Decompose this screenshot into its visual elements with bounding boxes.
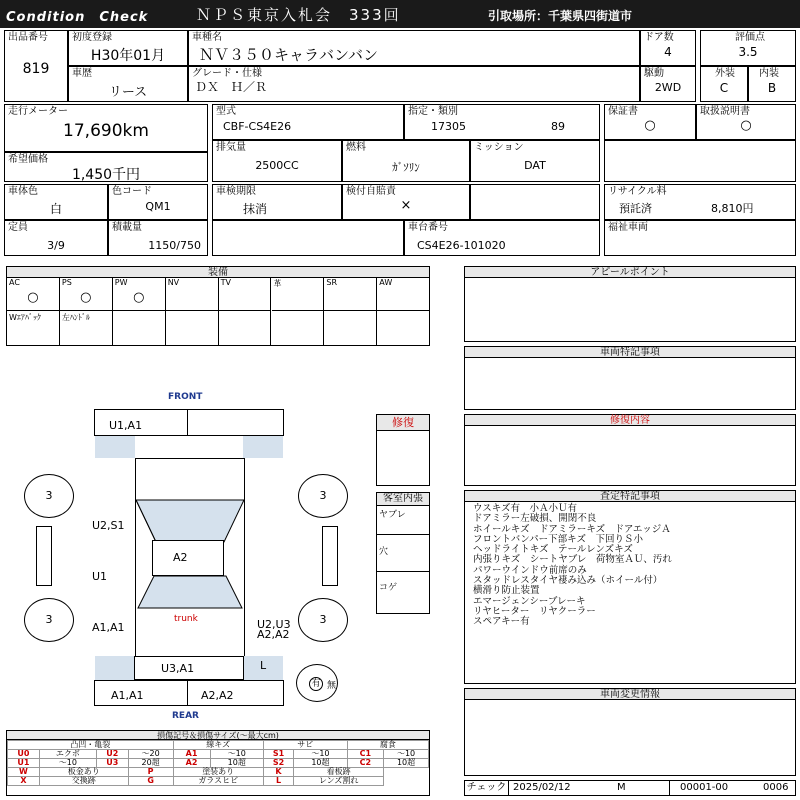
fuel-cell (342, 140, 470, 182)
cabin-div1 (377, 534, 429, 535)
code2: 0006 (763, 782, 789, 793)
legend-cell: ガラスヒビ (173, 777, 263, 786)
history-value: リース (108, 85, 148, 100)
mileage-value: 17,690km (63, 121, 149, 141)
color-value: 白 (49, 202, 62, 216)
recycle-status: 預託済 (619, 202, 652, 215)
inspection-note-line: パワーウインドウ前席のみ (473, 564, 587, 576)
appeal-title: アピールポイント (465, 267, 795, 278)
legend-row (8, 777, 429, 786)
displacement-label: 排気量 (216, 142, 246, 153)
cabin-item-tear: ヤブレ (379, 510, 406, 520)
lot-label: 出品番号 (8, 32, 48, 43)
grade-cell (188, 66, 640, 102)
legend-cell: W (8, 768, 40, 777)
inspection-note-line: ホイールキズ ドアミラーキズ ドアエッジＡ (473, 523, 671, 535)
insurance-value: × (400, 198, 412, 213)
header-bar (0, 0, 800, 28)
bumper-divider (187, 410, 188, 435)
manual-value: ○ (740, 118, 752, 133)
warranty-cell (604, 104, 696, 140)
drive-value: 2WD (654, 81, 682, 94)
manual-label: 取扱説明書 (700, 106, 750, 117)
legend-cell: U3 (96, 759, 128, 768)
change-info-title: 車両変更情報 (465, 689, 795, 700)
doors-value: 4 (664, 45, 672, 59)
legend-cell: 塗装あり (173, 768, 263, 777)
recycle-fee: 8,810円 (711, 202, 754, 215)
equipment-key: AW (379, 278, 393, 287)
score-label: 評価点 (735, 32, 765, 43)
footer-bar (464, 780, 796, 796)
equipment-value: ○ (80, 290, 92, 305)
tire-rear-left: 3 (24, 598, 74, 642)
equipment-key: SR (326, 278, 338, 287)
check-date: 2025/02/12 (513, 782, 571, 793)
price-value: 1,450千円 (71, 167, 141, 183)
legend-title: 損傷記号＆損傷サイズ(～最大cm) (7, 731, 429, 740)
color-code-cell (108, 184, 208, 220)
insurance-cell (342, 184, 470, 220)
fuel-value: ｶﾞｿﾘﾝ (392, 161, 420, 174)
designation-label: 指定・類別 (408, 106, 458, 117)
front-label: FRONT (168, 392, 203, 402)
cabin-box (376, 492, 430, 614)
equipment-cell-4 (219, 278, 272, 311)
lot-cell (4, 30, 68, 102)
check-label: チェック (465, 781, 509, 795)
type-label: 型式 (216, 106, 236, 117)
equipment-cell-1 (60, 278, 113, 311)
doors-cell (640, 30, 696, 66)
blank-cell-b (470, 184, 600, 220)
repair-box (376, 414, 430, 486)
capacity-cell (4, 220, 108, 256)
legend-h-rust: サビ (263, 741, 347, 750)
equipment-cell-7 (377, 278, 430, 311)
inspection-note-line: スペアキー有 (473, 616, 530, 628)
chassis-cell (404, 220, 600, 256)
equipment-cell2-1 (60, 311, 113, 346)
front-bumper (94, 409, 284, 436)
rear-bumper (94, 680, 284, 706)
category-value: 89 (551, 120, 565, 133)
equipment-key: PS (61, 278, 72, 287)
legend-cell: C2 (347, 759, 383, 768)
capacity-value: 3/9 (47, 239, 65, 252)
rear-label: REAR (172, 711, 199, 721)
recycle-label: リサイクル料 (608, 186, 667, 197)
welfare-label: 福祉車両 (608, 222, 648, 233)
legend-cell: 看板跡 (294, 768, 384, 777)
equipment-cell-2 (113, 278, 166, 311)
fuel-label: 燃料 (346, 142, 366, 153)
equipment-cell2-4 (219, 311, 272, 346)
left-rear-text: A1,A1 (92, 621, 125, 634)
vehicle-notes-title: 車両特記事項 (465, 347, 795, 358)
color-code-label: 色コード (112, 186, 152, 197)
history-label: 車歴 (72, 68, 92, 79)
rear-bottom-right-text: A2,A2 (201, 689, 234, 702)
equipment-key: NV (167, 278, 180, 287)
equipment-extra: 左ﾊﾝﾄﾞﾙ (61, 313, 90, 322)
inspection-notes-text (473, 504, 672, 628)
equipment-value: ○ (133, 290, 145, 305)
interior-value: B (767, 81, 777, 95)
legend-cell: S2 (263, 759, 293, 768)
type-value: CBF-CS4E26 (223, 120, 292, 133)
inspection-label: 車検期限 (216, 186, 256, 197)
legend-cell: L (263, 777, 293, 786)
history-cell (68, 66, 188, 102)
equipment-key: AC (9, 278, 20, 287)
inspection-notes-title: 査定特記事項 (465, 491, 795, 502)
rear-upper-text: U3,A1 (161, 662, 195, 675)
rear-left-light (95, 656, 135, 680)
front-right-light (243, 436, 283, 460)
insurance-label: 検付自賠責 (346, 186, 396, 197)
equipment-cell-5 (272, 278, 325, 311)
inspection-notes-box (464, 490, 796, 684)
repair-stamp (296, 664, 338, 702)
rear-window (138, 576, 242, 608)
load-value: 1150/750 (148, 239, 201, 252)
equipment-cell-6 (324, 278, 377, 311)
equipment-box (6, 266, 430, 346)
exterior-cell (700, 66, 748, 102)
first-reg-label: 初度登録 (72, 32, 112, 43)
repair-mark: 有 (309, 677, 323, 691)
repair-content-box (464, 414, 796, 486)
equipment-cell-3 (166, 278, 219, 311)
legend-cell: P (128, 768, 173, 777)
legend-cell: 10超 (210, 759, 263, 768)
score-cell (700, 30, 796, 66)
model-name-value: ＮＶ３５０キャラバンバン (199, 46, 378, 64)
legend-box (6, 730, 430, 796)
left-middle-text: U1 (92, 570, 108, 583)
legend-cell: G (128, 777, 173, 786)
legend-cell: 10超 (384, 759, 429, 768)
inspection-cell (212, 184, 342, 220)
repair-content-title: 修復内容 (465, 415, 795, 426)
equipment-key: TV (220, 278, 231, 287)
mileage-cell (4, 104, 208, 152)
displacement-value: 2500CC (255, 159, 299, 172)
score-value: 3.5 (738, 45, 758, 59)
equipment-key: 革 (273, 279, 282, 288)
inspection-note-line: 内張りキズ シートヤブレ 荷物室ＡＵ、汚れ (473, 554, 672, 566)
blank-cell-a (604, 140, 796, 182)
warranty-value: ○ (644, 118, 656, 133)
inspection-note-line: エマージェンシーブレーキ (473, 595, 586, 607)
load-label: 積載量 (112, 222, 142, 233)
mission-cell (470, 140, 600, 182)
color-label: 車体色 (8, 186, 38, 197)
chassis-label: 車台番号 (408, 222, 448, 233)
color-code-value: QM1 (145, 200, 171, 213)
legend-cell: U1 (8, 759, 40, 768)
right-mirror (322, 526, 338, 586)
tire-front-left: 3 (24, 474, 74, 518)
load-cell (108, 220, 208, 256)
legend-cell: ～10 (294, 750, 348, 759)
code1: 00001-00 (669, 781, 728, 795)
inspection-note-line: ヘッドライトキズ テールレンズキズ (473, 544, 633, 556)
equipment-extra: Wｴｱﾊﾞｯｸ (9, 313, 41, 322)
inspection-note-line: ウスキズ有 小Ａ小Ｕ有 (473, 503, 578, 514)
legend-cell: U0 (8, 750, 40, 759)
legend-cell: S1 (263, 750, 293, 759)
first-reg-cell (68, 30, 188, 66)
model-name-label: 車種名 (192, 32, 222, 43)
drive-label: 駆動 (644, 68, 664, 79)
legend-cell: ～10 (39, 759, 96, 768)
front-left-light (95, 436, 135, 460)
legend-h-corrosion: 腐食 (347, 741, 428, 750)
tire-front-right: 3 (298, 474, 348, 518)
mission-value: DAT (524, 159, 546, 172)
equipment-cell2-7 (377, 311, 430, 346)
first-reg-value: H30年01月 (90, 48, 166, 64)
vehicle-notes-box (464, 346, 796, 410)
recycle-cell (604, 184, 796, 220)
chassis-value: CS4E26-101020 (417, 239, 506, 252)
legend-table (7, 740, 429, 786)
equipment-cell2-6 (324, 311, 377, 346)
equipment-cell2-3 (166, 311, 219, 346)
legend-cell: A2 (173, 759, 210, 768)
legend-cell: U2 (96, 750, 128, 759)
rear-upper (134, 656, 244, 680)
manual-cell (696, 104, 796, 140)
windshield (136, 500, 244, 542)
check-mark: M (617, 782, 626, 793)
rear-bottom-left-text: A1,A1 (111, 689, 144, 702)
lot-number: 819 (22, 61, 50, 77)
legend-cell: X (8, 777, 40, 786)
legend-h-scratch: 線キズ (173, 741, 263, 750)
price-label: 希望価格 (8, 154, 48, 165)
inspection-note-line: ドアミラー左破損、開閉不良 (473, 513, 597, 525)
exterior-label: 外装 (715, 68, 735, 79)
cabin-item-burn: コゲ (379, 583, 398, 593)
interior-label: 内装 (759, 68, 779, 79)
left-mirror (36, 526, 52, 586)
equipment-cell2-2 (113, 311, 166, 346)
trunk-label: trunk (174, 614, 198, 624)
legend-cell: K (263, 768, 293, 777)
inspection-note-line: リヤヒーター リヤクーラー (473, 605, 596, 617)
change-info-box (464, 688, 796, 776)
type-cell (212, 104, 404, 140)
mission-label: ミッション (474, 142, 524, 153)
legend-cell: ～10 (384, 750, 429, 759)
capacity-label: 定員 (8, 222, 28, 233)
rear-letter: L (260, 659, 267, 672)
equipment-cell2-0 (7, 311, 60, 346)
legend-cell: 20超 (128, 759, 173, 768)
inspection-value: 抹消 (243, 202, 268, 216)
grade-value: ＤＸ Ｈ／Ｒ (195, 80, 268, 94)
roof-box (152, 540, 224, 576)
inspection-note-line: スタッドレスタイヤ褄み込み（ホイール付） (473, 575, 663, 587)
equipment-cell-0 (7, 278, 60, 311)
cabin-item-hole: 穴 (379, 547, 389, 557)
blank-cell-c (212, 220, 404, 256)
legend-cell: 板金あり (39, 768, 128, 777)
rear-bumper-divider (187, 681, 188, 705)
displacement-cell (212, 140, 342, 182)
inspection-note-line: 横滑り防止装置 (473, 585, 540, 597)
header-location: 引取場所：千葉県四街道市 (488, 9, 633, 23)
equipment-value: ○ (27, 290, 39, 305)
legend-cell: ～20 (128, 750, 173, 759)
drive-cell (640, 66, 696, 102)
legend-h-dent: 凸凹・亀裂 (8, 741, 174, 750)
equipment-grid (7, 278, 429, 345)
header-title: ＮＰＳ東京入札会 333回 (196, 6, 401, 24)
front-bumper-text: U1,A1 (109, 419, 143, 432)
mileage-label: 走行メーター (8, 106, 68, 117)
model-name-cell (188, 30, 640, 66)
cabin-div2 (377, 571, 429, 572)
price-cell (4, 152, 208, 182)
legend-cell: レンズ割れ (294, 777, 384, 786)
equipment-title: 装備 (7, 267, 429, 278)
repair-none: 無 (327, 681, 337, 691)
appeal-box (464, 266, 796, 342)
legend-cell: C1 (347, 750, 383, 759)
roof-text: A2 (173, 551, 188, 564)
cabin-title: 客室内張 (377, 493, 429, 506)
designation-cell (404, 104, 600, 140)
equipment-key: PW (114, 278, 128, 287)
doors-label: ドア数 (644, 32, 674, 43)
equipment-cell2-5 (272, 311, 325, 346)
legend-cell: A1 (173, 750, 210, 759)
legend-cell: 10超 (294, 759, 348, 768)
welfare-cell (604, 220, 796, 256)
repair-box-title: 修復 (377, 415, 429, 431)
color-cell (4, 184, 108, 220)
right-rear-text: U2,U3 A2,A2 (257, 618, 291, 641)
inspection-note-line: フロントバンパー下部キズ 下回りＳ小 (473, 533, 643, 545)
warranty-label: 保証書 (608, 106, 638, 117)
exterior-value: C (719, 81, 729, 95)
header-left: Condition Check (6, 10, 149, 25)
legend-cell: エクボ (39, 750, 96, 759)
designation-value: 17305 (431, 120, 466, 133)
tire-rear-right: 3 (298, 598, 348, 642)
interior-cell (748, 66, 796, 102)
legend-cell: 交換跡 (39, 777, 128, 786)
left-front-text: U2,S1 (92, 519, 125, 532)
legend-cell: ～10 (210, 750, 263, 759)
grade-label: グレード・仕様 (192, 68, 262, 79)
